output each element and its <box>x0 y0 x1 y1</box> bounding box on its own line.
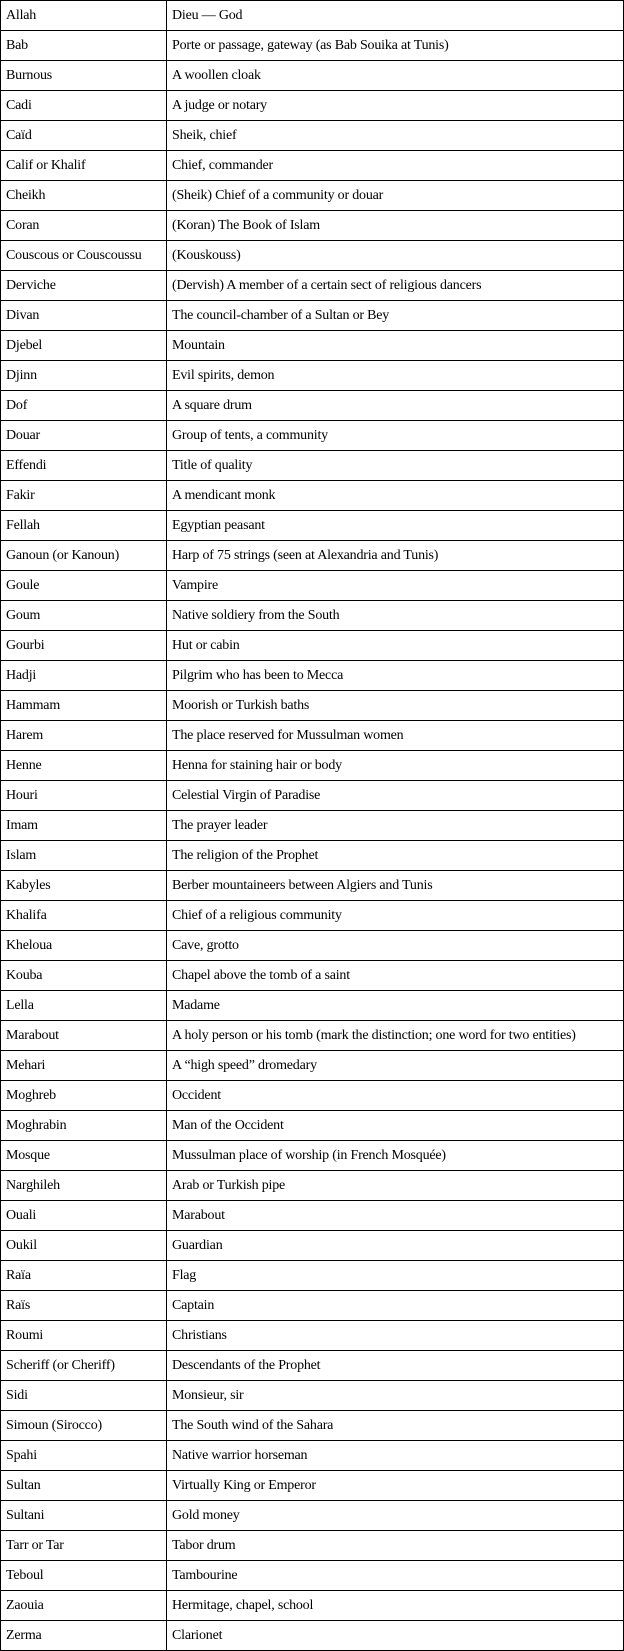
definition-cell: A holy person or his tomb (mark the distinction; one word for two entities) <box>167 1021 624 1051</box>
term-cell: Djinn <box>1 361 167 391</box>
definition-cell: Sheik, chief <box>167 121 624 151</box>
definition-cell: Guardian <box>167 1231 624 1261</box>
definition-cell: A woollen cloak <box>167 61 624 91</box>
table-row <box>1 331 624 361</box>
table-row <box>1 211 624 241</box>
term-cell: Oukil <box>1 1231 167 1261</box>
table-row <box>1 1621 624 1651</box>
term-cell: Raïa <box>1 1261 167 1291</box>
term-cell: Couscous or Couscoussu <box>1 241 167 271</box>
term-cell: Cadi <box>1 91 167 121</box>
definition-cell: Pilgrim who has been to Mecca <box>167 661 624 691</box>
definition-cell: Flag <box>167 1261 624 1291</box>
term-cell: Lella <box>1 991 167 1021</box>
term-cell: Sidi <box>1 1381 167 1411</box>
definition-cell: Virtually King or Emperor <box>167 1471 624 1501</box>
definition-cell: Captain <box>167 1291 624 1321</box>
term-cell: Teboul <box>1 1561 167 1591</box>
term-cell: Scheriff (or Cheriff) <box>1 1351 167 1381</box>
definition-cell: Moorish or Turkish baths <box>167 691 624 721</box>
term-cell: Tarr or Tar <box>1 1531 167 1561</box>
term-cell: Fellah <box>1 511 167 541</box>
term-cell: Douar <box>1 421 167 451</box>
definition-cell: Celestial Virgin of Paradise <box>167 781 624 811</box>
table-row <box>1 241 624 271</box>
definition-cell: Gold money <box>167 1501 624 1531</box>
term-cell: Coran <box>1 211 167 241</box>
term-cell: Gourbi <box>1 631 167 661</box>
term-cell: Cheikh <box>1 181 167 211</box>
term-cell: Divan <box>1 301 167 331</box>
term-cell: Caïd <box>1 121 167 151</box>
table-row <box>1 571 624 601</box>
definition-cell: Dieu — God <box>167 1 624 31</box>
definition-cell: A “high speed” dromedary <box>167 1051 624 1081</box>
table-row <box>1 1 624 31</box>
term-cell: Sultani <box>1 1501 167 1531</box>
definition-cell: The religion of the Prophet <box>167 841 624 871</box>
table-row <box>1 1531 624 1561</box>
term-cell: Islam <box>1 841 167 871</box>
definition-cell: Man of the Occident <box>167 1111 624 1141</box>
table-row <box>1 721 624 751</box>
term-cell: Calif or Khalif <box>1 151 167 181</box>
table-row <box>1 421 624 451</box>
definition-cell: Arab or Turkish pipe <box>167 1171 624 1201</box>
definition-cell: Chief of a religious community <box>167 901 624 931</box>
table-row <box>1 751 624 781</box>
term-cell: Hadji <box>1 661 167 691</box>
table-row <box>1 1321 624 1351</box>
definition-cell: Egyptian peasant <box>167 511 624 541</box>
term-cell: Ganoun (or Kanoun) <box>1 541 167 571</box>
table-row <box>1 361 624 391</box>
term-cell: Ouali <box>1 1201 167 1231</box>
term-cell: Goum <box>1 601 167 631</box>
table-row <box>1 781 624 811</box>
table-row <box>1 1501 624 1531</box>
term-cell: Roumi <box>1 1321 167 1351</box>
term-cell: Imam <box>1 811 167 841</box>
definition-cell: A judge or notary <box>167 91 624 121</box>
definition-cell: Native warrior horseman <box>167 1441 624 1471</box>
term-cell: Kouba <box>1 961 167 991</box>
term-cell: Allah <box>1 1 167 31</box>
term-cell: Kheloua <box>1 931 167 961</box>
definition-cell: (Dervish) A member of a certain sect of religious dancers <box>167 271 624 301</box>
table-row <box>1 271 624 301</box>
definition-cell: Harp of 75 strings (seen at Alexandria and Tunis) <box>167 541 624 571</box>
table-row <box>1 541 624 571</box>
definition-cell: The South wind of the Sahara <box>167 1411 624 1441</box>
definition-cell: Monsieur, sir <box>167 1381 624 1411</box>
table-row <box>1 1591 624 1621</box>
table-row <box>1 1081 624 1111</box>
term-cell: Bab <box>1 31 167 61</box>
table-row <box>1 631 624 661</box>
definition-cell: Chief, commander <box>167 151 624 181</box>
table-row <box>1 181 624 211</box>
term-cell: Derviche <box>1 271 167 301</box>
term-cell: Moghrabin <box>1 1111 167 1141</box>
table-row <box>1 1111 624 1141</box>
table-row <box>1 691 624 721</box>
definition-cell: Cave, grotto <box>167 931 624 961</box>
table-row <box>1 301 624 331</box>
table-row <box>1 1381 624 1411</box>
definition-cell: Porte or passage, gateway (as Bab Souika at Tunis) <box>167 31 624 61</box>
definition-cell: Henna for staining hair or body <box>167 751 624 781</box>
definition-cell: Chapel above the tomb of a saint <box>167 961 624 991</box>
definition-cell: A square drum <box>167 391 624 421</box>
definition-cell: (Koran) The Book of Islam <box>167 211 624 241</box>
term-cell: Goule <box>1 571 167 601</box>
definition-cell: Native soldiery from the South <box>167 601 624 631</box>
term-cell: Burnous <box>1 61 167 91</box>
definition-cell: (Sheik) Chief of a community or douar <box>167 181 624 211</box>
definition-cell: Marabout <box>167 1201 624 1231</box>
table-row <box>1 511 624 541</box>
term-cell: Raïs <box>1 1291 167 1321</box>
table-row <box>1 1561 624 1591</box>
term-cell: Kabyles <box>1 871 167 901</box>
table-row <box>1 481 624 511</box>
definition-cell: Evil spirits, demon <box>167 361 624 391</box>
definition-cell: Hut or cabin <box>167 631 624 661</box>
definition-cell: Tabor drum <box>167 1531 624 1561</box>
table-row <box>1 931 624 961</box>
table-row <box>1 961 624 991</box>
table-row <box>1 1141 624 1171</box>
table-row <box>1 1231 624 1261</box>
table-row <box>1 61 624 91</box>
definition-cell: Mountain <box>167 331 624 361</box>
table-row <box>1 901 624 931</box>
table-row <box>1 1051 624 1081</box>
term-cell: Mosque <box>1 1141 167 1171</box>
term-cell: Narghileh <box>1 1171 167 1201</box>
term-cell: Zaouia <box>1 1591 167 1621</box>
table-row <box>1 1291 624 1321</box>
definition-cell: Berber mountaineers between Algiers and Tunis <box>167 871 624 901</box>
term-cell: Khalifa <box>1 901 167 931</box>
definition-cell: Madame <box>167 991 624 1021</box>
table-row <box>1 811 624 841</box>
table-row <box>1 391 624 421</box>
table-row <box>1 1411 624 1441</box>
definition-cell: Clarionet <box>167 1621 624 1651</box>
table-row <box>1 1351 624 1381</box>
definition-cell: The prayer leader <box>167 811 624 841</box>
table-row <box>1 1021 624 1051</box>
definition-cell: A mendicant monk <box>167 481 624 511</box>
term-cell: Effendi <box>1 451 167 481</box>
term-cell: Zerma <box>1 1621 167 1651</box>
definition-cell: The council-chamber of a Sultan or Bey <box>167 301 624 331</box>
table-row <box>1 31 624 61</box>
table-row <box>1 121 624 151</box>
table-row <box>1 451 624 481</box>
term-cell: Sultan <box>1 1471 167 1501</box>
definition-cell: (Kouskouss) <box>167 241 624 271</box>
term-cell: Moghreb <box>1 1081 167 1111</box>
table-row <box>1 661 624 691</box>
table-row <box>1 991 624 1021</box>
definition-cell: Descendants of the Prophet <box>167 1351 624 1381</box>
table-row <box>1 841 624 871</box>
term-cell: Harem <box>1 721 167 751</box>
term-cell: Henne <box>1 751 167 781</box>
term-cell: Fakir <box>1 481 167 511</box>
term-cell: Houri <box>1 781 167 811</box>
table-row <box>1 1471 624 1501</box>
term-cell: Marabout <box>1 1021 167 1051</box>
table-row <box>1 1261 624 1291</box>
table-row <box>1 1441 624 1471</box>
glossary-body <box>1 1 624 1651</box>
table-row <box>1 1171 624 1201</box>
table-row <box>1 151 624 181</box>
definition-cell: Vampire <box>167 571 624 601</box>
term-cell: Djebel <box>1 331 167 361</box>
definition-cell: Group of tents, a community <box>167 421 624 451</box>
definition-cell: Mussulman place of worship (in French Mosquée) <box>167 1141 624 1171</box>
table-row <box>1 1201 624 1231</box>
term-cell: Simoun (Sirocco) <box>1 1411 167 1441</box>
term-cell: Hammam <box>1 691 167 721</box>
definition-cell: Christians <box>167 1321 624 1351</box>
definition-cell: The place reserved for Mussulman women <box>167 721 624 751</box>
table-row <box>1 91 624 121</box>
table-row <box>1 601 624 631</box>
term-cell: Spahi <box>1 1441 167 1471</box>
definition-cell: Tambourine <box>167 1561 624 1591</box>
term-cell: Mehari <box>1 1051 167 1081</box>
definition-cell: Hermitage, chapel, school <box>167 1591 624 1621</box>
term-cell: Dof <box>1 391 167 421</box>
definition-cell: Title of quality <box>167 451 624 481</box>
table-row <box>1 871 624 901</box>
definition-cell: Occident <box>167 1081 624 1111</box>
